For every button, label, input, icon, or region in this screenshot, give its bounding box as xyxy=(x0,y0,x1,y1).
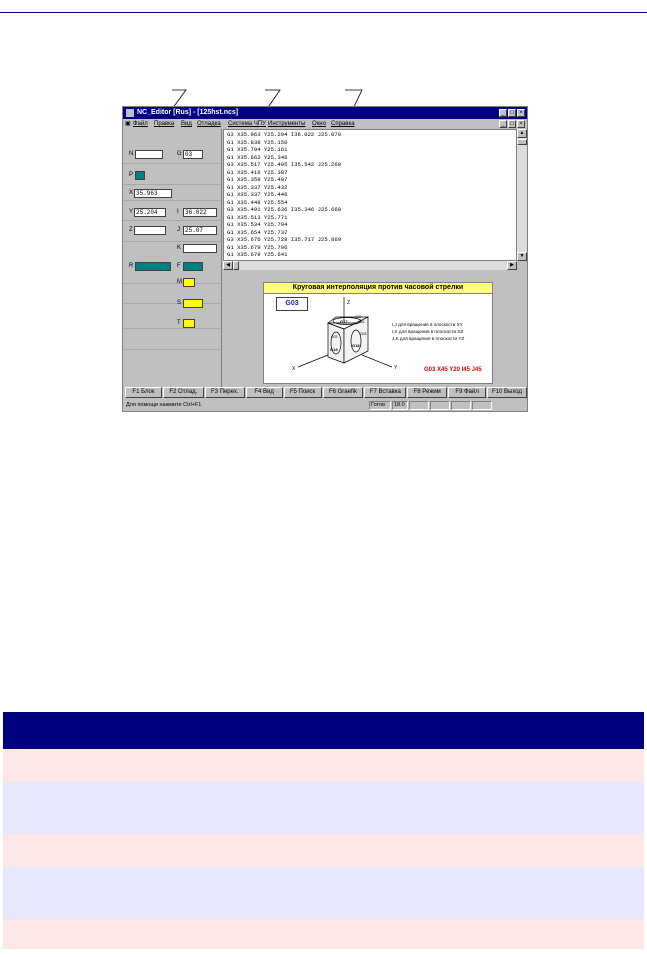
note-xy: I,J для вращения в плоскости XY xyxy=(392,322,463,327)
status-state: Готов xyxy=(369,401,391,410)
arc-label-1: G02 xyxy=(355,315,362,319)
status-cell-2 xyxy=(430,401,450,410)
table-row xyxy=(3,782,644,834)
status-value: 18.0 xyxy=(392,401,408,410)
app-icon xyxy=(126,109,134,117)
menu-debug[interactable]: Отладка xyxy=(197,121,221,127)
label-m: M xyxy=(177,279,182,285)
code-line[interactable]: G3 X35.517 Y25.405 I35.542 J25.260 xyxy=(227,161,342,168)
status-cell-3 xyxy=(451,401,471,410)
table-row xyxy=(3,867,644,919)
scroll-up-icon[interactable]: ▲ xyxy=(517,129,527,138)
menu-file[interactable]: Файл xyxy=(133,121,148,127)
code-lines xyxy=(227,131,341,259)
menu-edit[interactable]: Правка xyxy=(154,121,175,127)
field-n[interactable] xyxy=(135,150,163,159)
f7-button[interactable]: F7 Вставка xyxy=(364,387,406,398)
plane-g19: G19 xyxy=(330,347,338,352)
field-p[interactable] xyxy=(135,171,145,180)
arc-label-4: G03 xyxy=(360,332,367,336)
code-line[interactable]: G1 X35.838 Y25.150 xyxy=(227,138,288,146)
close-button[interactable]: × xyxy=(517,109,525,117)
scroll-left-icon[interactable]: ◀ xyxy=(223,261,233,270)
f4-button[interactable]: F4 Вид xyxy=(246,387,283,398)
h-scroll-thumb[interactable] xyxy=(233,261,239,270)
field-x[interactable]: 35.963 xyxy=(134,189,172,198)
status-hint: Для помощи нажмите Ctrl+F1 xyxy=(126,402,202,408)
code-line[interactable]: G1 X35.416 Y25.387 xyxy=(227,168,288,176)
table-row xyxy=(3,749,644,782)
field-r[interactable] xyxy=(135,262,171,271)
f10-button[interactable]: F10 Выход xyxy=(487,387,527,398)
f1-button[interactable]: F1 Блок xyxy=(125,387,162,398)
label-z: Z xyxy=(129,227,133,233)
axis-y-label: Y xyxy=(394,365,398,371)
maximize-button[interactable]: □ xyxy=(508,109,516,117)
code-editor[interactable] xyxy=(223,129,517,261)
command-example: G03 X45 Y20 I45 J45 xyxy=(424,367,482,373)
menu-help[interactable]: Справка xyxy=(331,121,355,127)
label-j: J xyxy=(177,227,180,233)
scroll-down-icon[interactable]: ▼ xyxy=(517,252,527,261)
mdi-minimize-button[interactable]: _ xyxy=(499,120,507,128)
field-m[interactable] xyxy=(183,278,195,287)
diagram-area xyxy=(223,270,527,387)
label-r: R xyxy=(129,263,134,269)
table-row xyxy=(3,919,644,949)
f2-button[interactable]: F2 Отлад. xyxy=(163,387,204,398)
status-bar xyxy=(123,400,527,411)
arc-label-2: G03 xyxy=(358,320,365,324)
nc-editor-window xyxy=(122,106,528,412)
f9-button[interactable]: F9 Файл xyxy=(448,387,486,398)
label-n: N xyxy=(129,151,134,157)
code-line[interactable]: G1 X35.337 Y25.446 xyxy=(227,191,288,198)
menu-bar xyxy=(123,119,527,129)
status-cell-4 xyxy=(472,401,492,410)
code-line[interactable]: G1 X35.513 Y25.771 xyxy=(227,213,288,221)
axis-z-label: Z xyxy=(347,300,351,306)
label-i: I xyxy=(177,209,179,215)
interpolation-diagram xyxy=(263,282,493,384)
minimize-button[interactable]: _ xyxy=(499,109,507,117)
mdi-close-button[interactable]: × xyxy=(517,120,525,128)
field-y[interactable]: 25.204 xyxy=(134,208,166,217)
code-line[interactable]: G3 X35.491 Y25.636 I35.346 J25.660 xyxy=(227,206,342,213)
label-y: Y xyxy=(129,209,134,215)
status-cell-1 xyxy=(409,401,429,410)
title-bar xyxy=(123,107,527,119)
label-s: S xyxy=(177,300,182,306)
menu-cnc-system[interactable]: Система ЧПУ xyxy=(228,121,266,127)
field-j[interactable]: 25.07 xyxy=(183,226,217,235)
field-s[interactable] xyxy=(183,299,203,308)
doc-icon[interactable]: ▣ xyxy=(125,121,131,127)
function-key-bar xyxy=(123,387,527,399)
code-line[interactable]: G1 X35.794 Y25.161 xyxy=(227,146,288,153)
menu-view[interactable]: Вид xyxy=(181,121,192,127)
axis-x-label: X xyxy=(292,366,296,372)
label-k: K xyxy=(177,245,182,251)
plane-g17: G17 xyxy=(340,319,348,324)
top-rule xyxy=(0,12,647,13)
label-t: T xyxy=(177,320,181,326)
note-yz: J,K для вращения в плоскости YZ xyxy=(392,336,465,341)
code-line[interactable]: G1 X35.679 Y25.706 xyxy=(227,243,288,251)
f5-button[interactable]: F5 Поиск xyxy=(284,387,322,398)
code-line[interactable]: G1 X35.662 Y25.346 xyxy=(227,153,288,161)
f6-button[interactable]: F6 Graefik xyxy=(323,387,364,398)
g-code-box: G03 xyxy=(276,297,308,311)
arc-label-3: G03 xyxy=(331,335,338,339)
code-line[interactable]: G1 X35.448 Y25.554 xyxy=(227,198,288,206)
scroll-right-icon[interactable]: ▶ xyxy=(507,261,517,270)
scroll-thumb[interactable] xyxy=(517,139,527,145)
note-xz: I,K для вращения в плоскости XZ xyxy=(392,329,464,334)
plane-g18: G18 xyxy=(352,343,360,348)
field-f[interactable] xyxy=(183,262,203,271)
code-line[interactable]: G3 X35.676 Y25.728 I35.717 J25.869 xyxy=(227,236,342,243)
menu-tools[interactable]: Инструменты xyxy=(268,121,306,127)
mdi-restore-button[interactable]: □ xyxy=(508,120,516,128)
window-title: NC_Editor [Rus] - [125hst.ncs] xyxy=(137,109,239,116)
horizontal-scrollbar[interactable] xyxy=(223,261,517,270)
field-k[interactable] xyxy=(183,244,217,253)
label-x: X xyxy=(129,190,134,196)
vertical-scrollbar[interactable] xyxy=(517,129,527,261)
f3-button[interactable]: F3 Перех. xyxy=(205,387,245,398)
table-header xyxy=(3,712,644,749)
field-g[interactable]: 03 xyxy=(183,150,203,159)
f8-button[interactable]: F8 Режим xyxy=(407,387,447,398)
parameter-panel xyxy=(123,129,222,387)
table-row xyxy=(3,834,644,867)
code-line[interactable]: G1 X35.534 Y25.794 xyxy=(227,221,288,228)
table xyxy=(3,712,644,949)
field-i[interactable]: 36.022 xyxy=(183,208,217,217)
diagram-title: Круговая интерполяция против часовой стрелки xyxy=(264,283,492,294)
label-p: P xyxy=(129,172,134,178)
code-line[interactable]: G1 X35.337 Y25.432 xyxy=(227,183,288,191)
code-line[interactable]: G1 X35.359 Y25.407 xyxy=(227,176,288,183)
code-line[interactable]: G1 X35.654 Y25.737 xyxy=(227,228,288,236)
code-line[interactable]: G3 X35.963 Y25.204 I36.022 J25.070 xyxy=(227,131,342,138)
label-g: G xyxy=(177,151,182,157)
field-z[interactable] xyxy=(134,226,166,235)
label-f: F xyxy=(177,263,181,269)
code-line[interactable]: G1 X35.679 Y25.641 xyxy=(227,251,288,258)
field-t[interactable] xyxy=(183,319,195,328)
menu-window[interactable]: Окно xyxy=(312,121,326,127)
